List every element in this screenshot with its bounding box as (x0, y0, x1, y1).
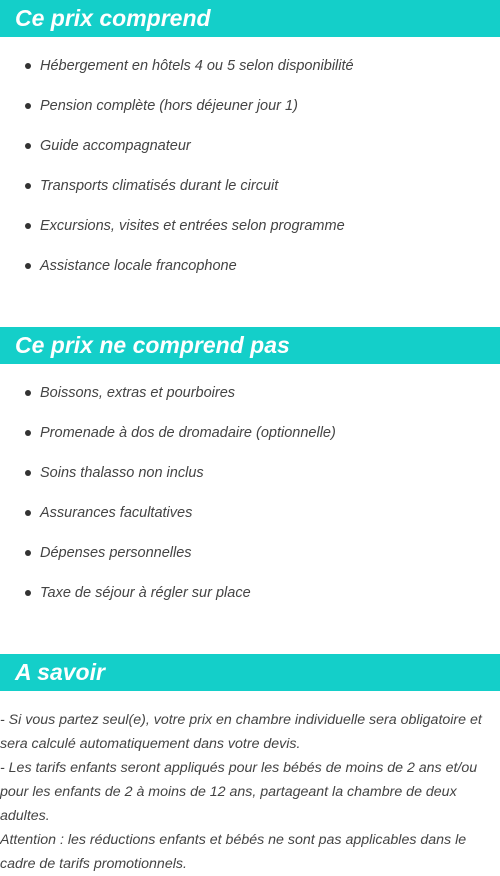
info-title: A savoir (0, 654, 500, 691)
bullet-icon (25, 183, 31, 189)
bullet-icon (25, 590, 31, 596)
includes-section (0, 0, 500, 286)
list-item-text: Promenade à dos de dromadaire (optionnelle) (40, 425, 336, 441)
list-item (0, 166, 500, 206)
list-item-text: Dépenses personnelles (40, 545, 192, 561)
excludes-section (0, 327, 500, 613)
bullet-icon (25, 510, 31, 516)
list-item (0, 126, 500, 166)
bullet-icon (25, 223, 31, 229)
list-item-text: Hébergement en hôtels 4 ou 5 selon disponibilité (40, 58, 354, 74)
list-item-text: Excursions, visites et entrées selon programme (40, 218, 345, 234)
info-paragraph: Attention : les réductions enfants et bébés ne sont pas applicables dans le cadre de tarifs promotionnels. (0, 832, 467, 872)
list-item (0, 413, 500, 453)
excludes-list (0, 373, 500, 613)
list-item-text: Taxe de séjour à régler sur place (40, 585, 251, 601)
bullet-icon (25, 263, 31, 269)
info-section (0, 654, 500, 876)
list-item-text: Assurances facultatives (40, 505, 193, 521)
list-item-text: Assistance locale francophone (40, 258, 237, 274)
list-item (0, 246, 500, 286)
list-item-text: Transports climatisés durant le circuit (40, 178, 279, 194)
list-item (0, 46, 500, 86)
list-item (0, 373, 500, 413)
list-item-text: Boissons, extras et pourboires (40, 385, 236, 401)
list-item (0, 573, 500, 613)
excludes-title: Ce prix ne comprend pas (0, 327, 500, 364)
list-item-text: Guide accompagnateur (40, 138, 191, 154)
list-item (0, 533, 500, 573)
list-item (0, 493, 500, 533)
bullet-icon (25, 103, 31, 109)
list-item (0, 453, 500, 493)
bullet-icon (25, 63, 31, 69)
list-item (0, 206, 500, 246)
includes-title: Ce prix comprend (0, 0, 500, 37)
bullet-icon (25, 390, 31, 396)
list-item-text: Soins thalasso non inclus (40, 465, 204, 481)
bullet-icon (25, 550, 31, 556)
includes-list (0, 46, 500, 286)
bullet-icon (25, 430, 31, 436)
info-paragraph: - Les tarifs enfants seront appliqués pour les bébés de moins de 2 ans et/ou pour les enfants de 2 à moins de 12 ans, partageant la chambre de deux adultes. (0, 760, 478, 824)
info-body (0, 708, 500, 876)
bullet-icon (25, 470, 31, 476)
list-item-text: Pension complète (hors déjeuner jour 1) (40, 98, 298, 114)
info-paragraph: - Si vous partez seul(e), votre prix en chambre individuelle sera obligatoire et sera calculé automatiquement dans votre devis. (0, 712, 482, 752)
list-item (0, 86, 500, 126)
bullet-icon (25, 143, 31, 149)
